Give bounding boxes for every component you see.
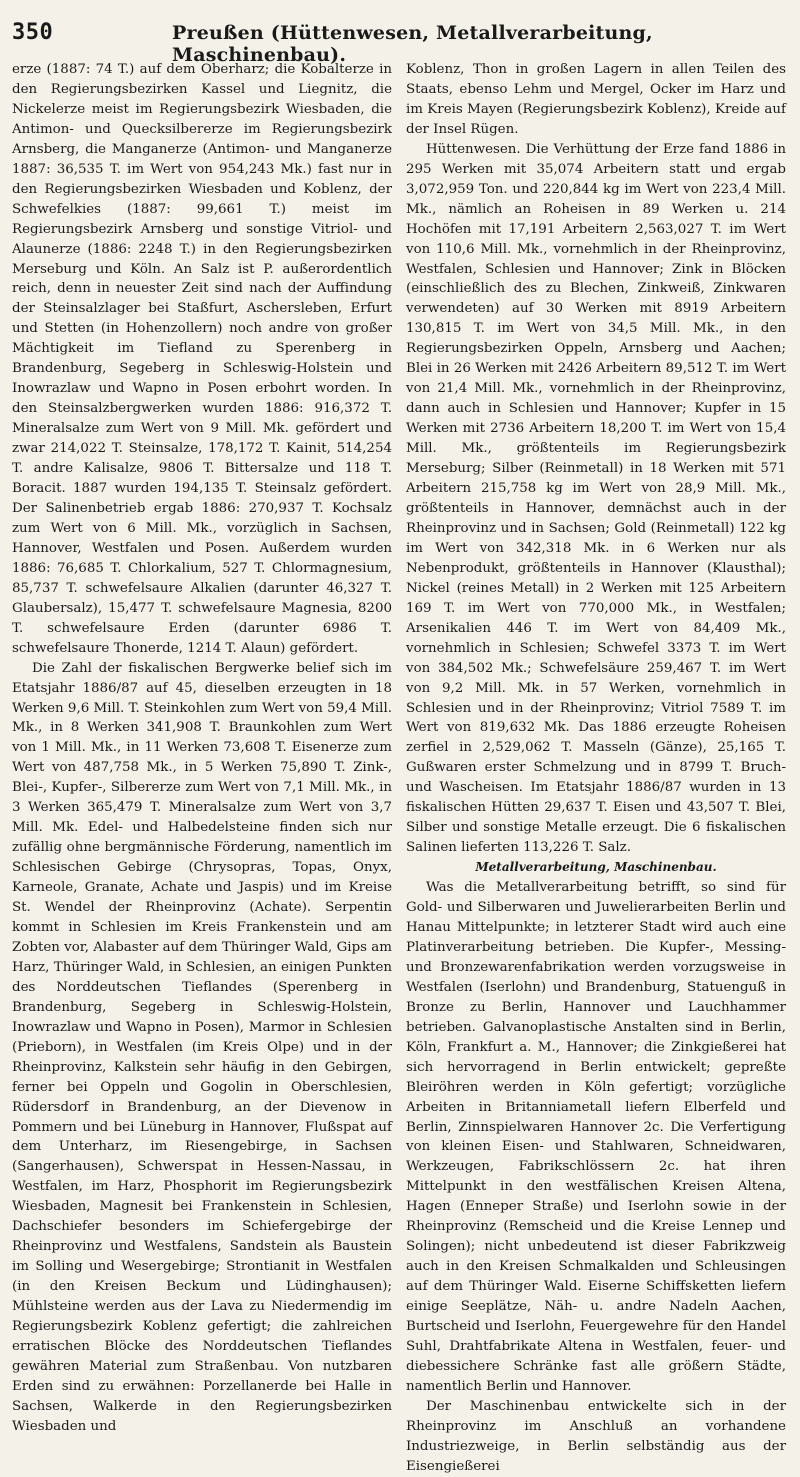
page-header — [12, 10, 782, 66]
right-column — [406, 60, 786, 1477]
section-paragraph-huettenwesen: Hüttenwesen. Die Verhüttung der Erze fand 1886 in 295 Werken mit 35,074 Arbeitern statt und ergab 3,072,959 Ton. und 220,844 kg im Wert von 223,4 Mill. Mk., nämlich an Roheisen in 89 Werken u. 214 Hochöfen mit 17,191 Arbeitern 2,563,027 T. im Wert von 110,6 Mill. Mk., vornehmlich in der Rheinprovinz, Westfalen, Schlesien und Hannover; Zink in Blöcken (einschließlich des zu Blechen, Zinkweiß, Zinkwaren verwendeten) auf 30 Werken mit 8919 Arbeitern 130,815 T. im Wert von 34,5 Mill. Mk., in den Regierungsbezirken Oppeln, Arnsberg und Aachen; Blei in 26 Werken mit 2426 Arbeitern 89,512 T. im Wert von 21,4 Mill. Mk., vornehmlich in der Rheinprovinz, dann auch in Schlesien und Hannover; Kupfer in 15 Werken mit 2736 Arbeitern 18,200 T. im Wert von 15,4 Mill. Mk., größtenteils im Regierungsbezirk Merseburg; Silber (Reinmetall) in 18 Werken mit 571 Arbeitern 215,758 kg im Wert von 28,9 Mill. Mk., größtenteils in Hannover, demnächst auch in der Rheinprovinz und in Sachsen; Gold (Reinmetall) 122 kg im Wert von 342,318 Mk. in 6 Werken nur als Nebenprodukt, größtenteils in Hannover (Klausthal); Nickel (reines Metall) in 2 Werken mit 125 Arbeitern 169 T. im Wert von 770,000 Mk., in Westfalen; Arsenikalien 446 T. im Wert von 84,409 Mk., vornehmlich in Schlesien; Schwefel 3373 T. im Wert von 384,502 Mk.; Schwefelsäure 259,467 T. im Wert von 9,2 Mill. Mk. in 57 Werken, vornehmlich in Schlesien und in der Rheinprovinz; Vitriol 7589 T. im Wert von 819,632 Mk. Das 1886 erzeugte Roheisen zerfiel in 2,529,062 T. Masseln (Gänze), 25,165 T. Gußwaren erster Schmelzung und in 8799 T. Bruch- und Wascheisen. Im Etatsjahr 1886/87 wurden in 13 fiskalischen Hütten 29,637 T. Eisen und 43,507 T. Blei, Silber und sonstige Metalle erzeugt. Die 6 fiskalischen Salinen lieferten 113,226 T. Salz. — [406, 141, 786, 856]
running-head: Preußen (Hüttenwesen, Metallverarbeitung, Maschinenbau). — [172, 22, 653, 66]
page-number: 350 — [12, 20, 54, 45]
text-columns — [12, 60, 786, 1474]
body-paragraph: Koblenz, Thon in großen Lagern in allen Teilen des Staats, ebenso Lehm und Mergel, Ocker im Harz und im Kreis Mayen (Regierungsbezirk Koblenz), Kreide auf der Insel Rügen. — [406, 62, 786, 137]
section-heading: Metallverarbeitung, Maschinenbau. — [475, 860, 717, 875]
body-paragraph: Was die Metallverarbeitung betrifft, so sind für Gold- und Silberwaren und Juwelierarbeiten Berlin und Hanau Mittelpunkte; in letzterer Stadt wird auch eine Platinverarbeitung betrieben. Die Kupfer-, Messing- und Bronzewarenfabrikation werden vorzugsweise in Westfalen (Iserlohn) und Brandenburg, Statuenguß in Bronze zu Berlin, Hannover und Lauchhammer betrieben. Galvanoplastische Anstalten sind in Berlin, Köln, Frankfurt a. M., Hannover; die Zinkgießerei hat sich hervorragend in Berlin entwickelt; gepreßte Bleiröhren werden in Köln gefertigt; vorzügliche Arbeiten in Britanniametall liefern Elberfeld und Berlin, Zinnspielwaren Hannover 2c. Die Verfertigung von kleinen Eisen- und Stahlwaren, Schneidwaren, Werkzeugen, Fabrikschlössern 2c. hat ihren Mittelpunkt in den westfälischen Kreisen Altena, Hagen (Enneper Straße) und Iserlohn sowie in der Rheinprovinz (Remscheid und die Kreise Lennep und Solingen); nicht unbedeutend ist dieser Fabrikzweig auch in den Kreisen Schmalkalden und Schleusingen auf dem Thüringer Wald. Eiserne Schiffsketten liefern einige Seeplätze, Näh- u. andre Nadeln Aachen, Burtscheid und Iserlohn, Feuergewehre für den Handel Suhl, Drahtfabrikate Altena in Westfalen, feuer- und diebessichere Schränke fast alle größern Städte, namentlich Berlin und Hannover. — [406, 880, 786, 1394]
body-paragraph: erze (1887: 74 T.) auf dem Oberharz; die Kobalterze in den Regierungsbezirken Kassel und Liegnitz, die Nickelerze meist im Regierungsbezirk Wiesbaden, die Antimon- und Quecksilbererze im Regierungsbezirk Arnsberg, die Manganerze (Antimon- und Manganerze 1887: 36,535 T. im Wert von 954,243 Mk.) fast nur in den Regierungsbezirken Wiesbaden und Koblenz, der Schwefelkies (1887: 99,661 T.) meist im Regierungsbezirk Arnsberg und sonstige Vitriol- und Alaunerze (1886: 2248 T.) in den Regierungsbezirken Merseburg und Köln. An Salz ist P. außerordentlich reich, denn in neuester Zeit sind nach der Auffindung der Steinsalzlager bei Staßfurt, Aschersleben, Erfurt und Stetten (in Hohenzollern) noch andre von großer Mächtigkeit im Tiefland zu Sperenberg in Brandenburg, Segeberg in Schleswig-Holstein und Inowrazlaw und Wapno in Posen erbohrt worden. In den Steinsalzbergwerken wurden 1886: 916,372 T. Mineralsalze zum Wert von 9 Mill. Mk. gefördert und zwar 214,022 T. Steinsalze, 178,172 T. Kainit, 514,254 T. andre Kalisalze, 9806 T. Bittersalze und 118 T. Boracit. 1887 wurden 194,135 T. Steinsalz gefördert. Der Salinenbetrieb ergab 1886: 270,937 T. Kochsalz zum Wert von 6 Mill. Mk., vorzüglich in Sachsen, Hannover, Westfalen und Posen. Außerdem wurden 1886: 76,685 T. Chlorkalium, 527 T. Chlormagnesium, 85,737 T. schwefelsaure Alkalien (darunter 46,327 T. Glaubersalz), 15,477 T. schwefelsaure Magnesia, 8200 T. schwefelsaure Erden (darunter 6986 T. schwefelsaure Thonerde, 1214 T. Alaun) gefördert. — [12, 62, 392, 656]
body-paragraph: Der Maschinenbau entwickelte sich in der Rheinprovinz im Anschluß an vorhandene Industriezweige, in Berlin selbständig aus der Eisengießerei — [406, 1398, 786, 1474]
left-column — [12, 60, 392, 1477]
body-paragraph: Die Zahl der fiskalischen Bergwerke belief sich im Etatsjahr 1886/87 auf 45, dieselben erzeugten in 18 Werken 9,6 Mill. T. Steinkohlen zum Wert von 59,4 Mill. Mk., in 8 Werken 341,908 T. Braunkohlen zum Wert von 1 Mill. Mk., in 11 Werken 73,608 T. Eisenerze zum Wert von 487,758 Mk., in 5 Werken 75,890 T. Zink-, Blei-, Kupfer-, Silbererze zum Wert von 7,1 Mill. Mk., in 3 Werken 365,479 T. Mineralsalze zum Wert von 3,7 Mill. Mk. Edel- und Halbedelsteine finden sich nur zufällig ohne bergmännische Förderung, namentlich im Schlesischen Gebirge (Chrysopras, Topas, Onyx, Karneole, Granate, Achate und Jaspis) und im Kreise St. Wendel der Rheinprovinz (Achate). Serpentin kommt in Schlesien im Kreis Frankenstein und am Zobten vor, Alabaster auf dem Thüringer Wald, Gips am Harz, Thüringer Wald, in Schlesien, an einigen Punkten des Norddeutschen Tieflandes (Sperenberg in Brandenburg, Segeberg in Schleswig-Holstein, Inowrazlaw und Wapno in Posen), Marmor in Schlesien (Prieborn), in Westfalen (im Kreis Olpe) und in der Rheinprovinz, Kalkstein sehr häufig in den Gebirgen, ferner bei Oppeln und Gogolin in Oberschlesien, Rüdersdorf in Brandenburg, an der Dievenow in Pommern und bei Lüneburg in Hannover, Flußspat auf dem Unterharz, im Riesengebirge, in Sachsen (Sangerhausen), Schwerspat in Hessen-Nassau, in Westfalen, im Harz, Phosphorit im Regierungsbezirk Wiesbaden, Magnesit bei Frankenstein in Schlesien, Dachschiefer besonders im Schiefergebirge der Rheinprovinz und Westfalens, Sandstein als Baustein im Solling und Wesergebirge; Strontianit in Westfalen (in den Kreisen Beckum und Lüdinghausen); Mühlsteine werden aus der Lava zu Niedermendig im Regierungsbezirk Koblenz gefertigt; die zahlreichen erratischen Blöcke des Norddeutschen Tieflandes gewähren Material zum Straßenbau. Von nutzbaren Erden sind zu erwähnen: Porzellanerde bei Halle in Sachsen, Walkerde in den Regierungsbezirken Wiesbaden und — [12, 660, 392, 1434]
